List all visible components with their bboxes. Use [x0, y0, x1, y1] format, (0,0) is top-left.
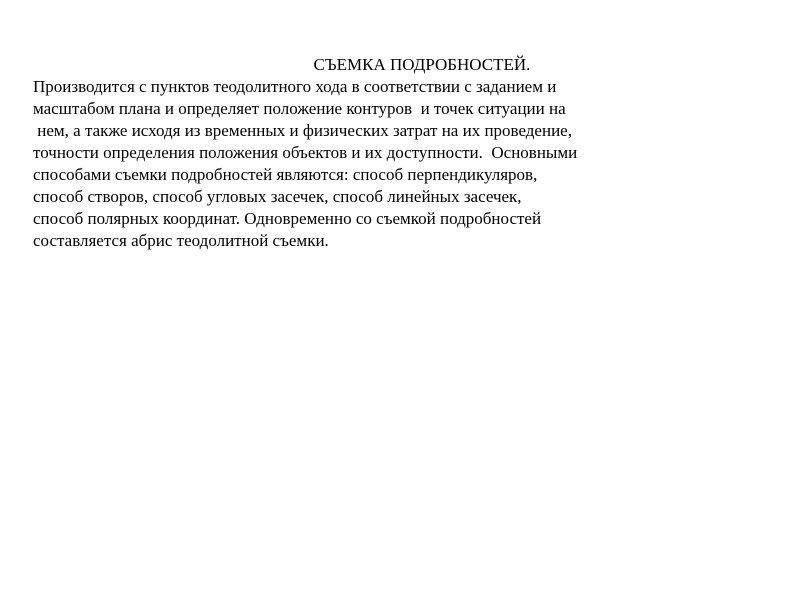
body-line: масштабом плана и определяет положение контуров и точек ситуации на: [33, 99, 566, 118]
body-line: способ створов, способ угловых засечек, способ линейных засечек,: [33, 187, 522, 206]
body-line: нем, а также исходя из временных и физических затрат на их проведение,: [33, 121, 572, 140]
slide-title: СЪЕМКА ПОДРОБНОСТЕЙ.: [313, 55, 531, 74]
body-line: составляется абрис теодолитной съемки.: [33, 231, 329, 250]
body-line: Производится с пунктов теодолитного хода в соответствии с заданием и: [33, 77, 557, 96]
body-line: способами съемки подробностей являются: способ перпендикуляров,: [33, 165, 538, 184]
body-line: способ полярных координат. Одновременно со съемкой подробностей: [33, 209, 542, 228]
slide-body-text: [33, 76, 778, 252]
body-line: точности определения положения объектов и их доступности. Основными: [33, 143, 578, 162]
